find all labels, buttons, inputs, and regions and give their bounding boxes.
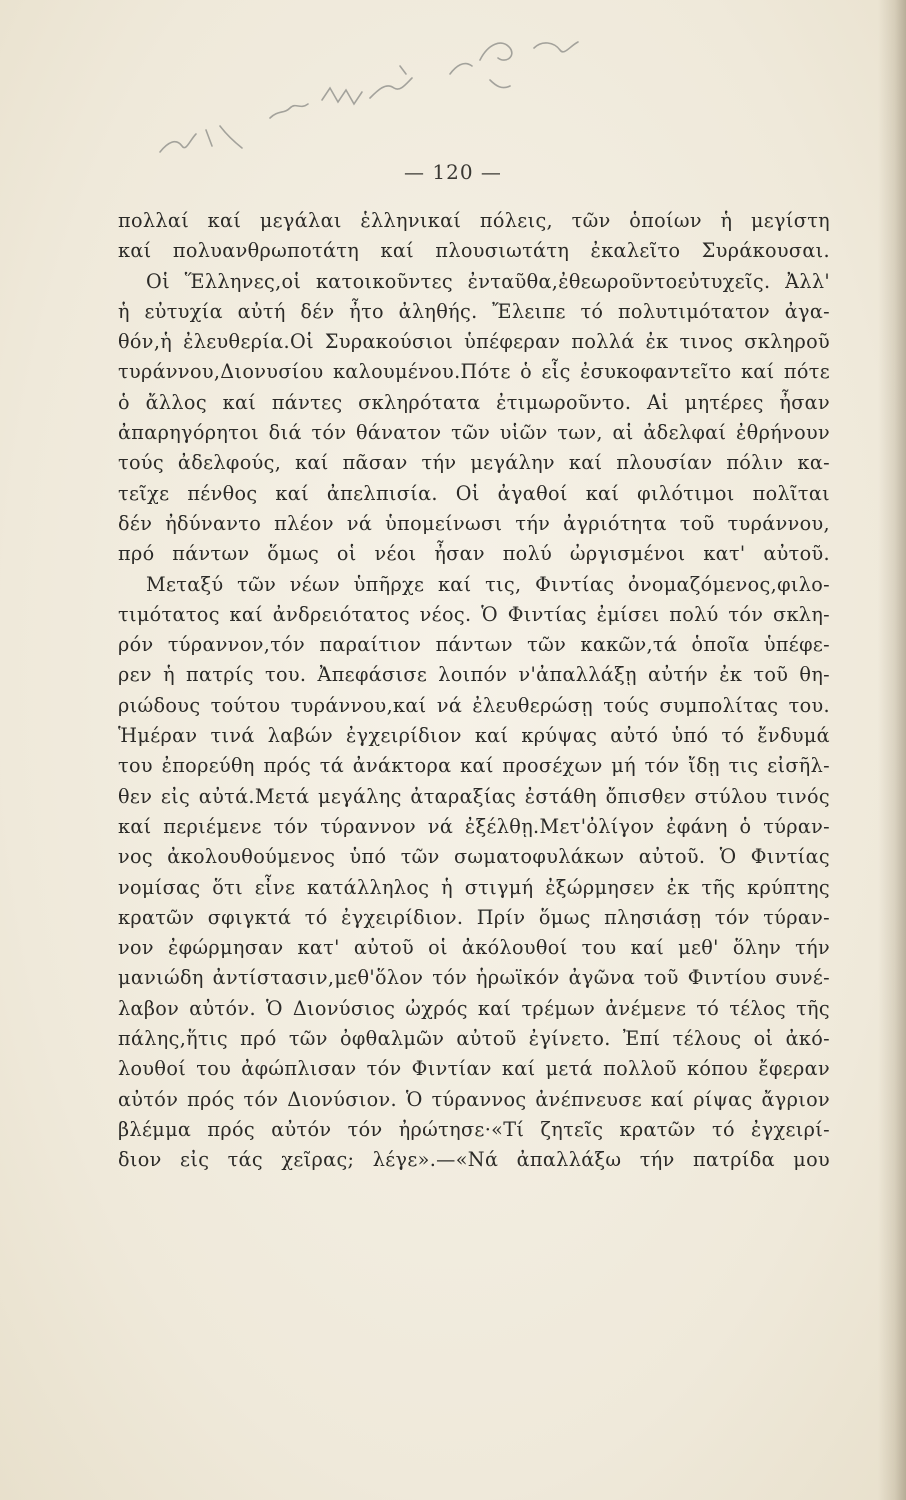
text-line: καί περιέμενε τόν τύραννον νά ἐξέλθῃ.Μετ'ὀλίγον ἐφάνη ὁ τύραν-	[118, 814, 830, 838]
body-text	[118, 206, 830, 1176]
text-line: βλέμμα πρός αὐτόν τόν ἠρώτησε·«Τί ζητεῖς κρατῶν τό ἐγχειρί-	[118, 1117, 830, 1141]
text-line: τεῖχε πένθος καί ἀπελπισία. Οἱ ἀγαθοί καί φιλότιμοι πολῖται	[118, 481, 830, 505]
text-line: πάλης,ἥτις πρό τῶν ὀφθαλμῶν αὐτοῦ ἐγίνετο. Ἐπί τέλους οἱ ἀκό-	[118, 1027, 830, 1051]
text-line: τυράννου,Διονυσίου καλουμένου.Πότε ὁ εἷς ἐσυκοφαντεῖτο καί πότε	[118, 360, 830, 384]
text-line: δέν ἠδύναντο πλέον νά ὑπομείνωσι τήν ἀγριότητα τοῦ τυράννου,	[118, 511, 830, 535]
text-line: ὁ ἄλλος καί πάντες σκληρότατα ἐτιμωροῦντο. Αἱ μητέρες ἦσαν	[118, 390, 830, 414]
page-edge-shadow	[878, 0, 906, 1500]
text-line: Ἡμέραν τινά λαβών ἐγχειρίδιον καί κρύψας αὐτό ὑπό τό ἔνδυμά	[118, 724, 830, 748]
text-line: του ἐπορεύθη πρός τά ἀνάκτορα καί προσέχων μή τόν ἴδῃ τις εἰσῆλ-	[118, 754, 830, 778]
text-line: Μεταξύ τῶν νέων ὑπῆρχε καί τις, Φιντίας ὀνομαζόμενος,φιλο-	[146, 572, 830, 596]
text-line: τιμότατος καί ἀνδρειότατος νέος. Ὁ Φιντίας ἐμίσει πολύ τόν σκλη-	[118, 602, 830, 626]
text-line: ἀπαρηγόρητοι διά τόν θάνατον τῶν υἱῶν των, αἱ ἀδελφαί ἐθρήνουν	[118, 421, 830, 445]
text-line: πρό πάντων ὅμως οἱ νέοι ἦσαν πολύ ὠργισμένοι κατ' αὐτοῦ.	[118, 542, 830, 566]
text-line: νομίσας ὅτι εἶνε κατάλληλος ἡ στιγμή ἐξώρμησεν ἐκ τῆς κρύπτης	[118, 875, 830, 899]
text-line: τούς ἀδελφούς, καί πᾶσαν τήν μεγάλην καί πλουσίαν πόλιν κα-	[118, 451, 830, 475]
text-line: Οἱ Ἕλληνες,οἱ κατοικοῦντες ἐνταῦθα,ἐθεωροῦντοεὐτυχεῖς. Ἀλλ'	[146, 269, 830, 293]
text-line: ρεν ἡ πατρίς του. Ἀπεφάσισε λοιπόν ν'ἀπαλλάξῃ αὐτήν ἐκ τοῦ θη-	[118, 663, 830, 687]
text-line: διον εἰς τάς χεῖρας; λέγε».—«Νά ἀπαλλάξω τήν πατρίδα μου	[118, 1148, 830, 1172]
text-line: λουθοί του ἀφώπλισαν τόν Φιντίαν καί μετά πολλοῦ κόπου ἔφεραν	[118, 1057, 830, 1081]
text-line: ρόν τύραννον,τόν παραίτιον πάντων τῶν κακῶν,τά ὁποῖα ὑπέφε-	[118, 633, 830, 657]
text-line: νος ἀκολουθούμενος ὑπό τῶν σωματοφυλάκων αὐτοῦ. Ὁ Φιντίας	[118, 845, 830, 869]
text-line: αὐτόν πρός τόν Διονύσιον. Ὁ τύραννος ἀνέπνευσε καί ρίψας ἄγριον	[118, 1087, 830, 1111]
text-line: νον ἐφώρμησαν κατ' αὐτοῦ οἱ ἀκόλουθοί του καί μεθ' ὅλην τήν	[118, 936, 830, 960]
text-line: ριώδους τούτου τυράννου,καί νά ἐλευθερώσῃ τούς συμπολίτας του.	[118, 693, 830, 717]
text-line: θόν,ἡ ἐλευθερία.Οἱ Συρακούσιοι ὑπέφεραν πολλά ἐκ τινος σκληροῦ	[118, 330, 830, 354]
text-line: ἡ εὐτυχία αὐτή δέν ἦτο ἀληθής. Ἔλειπε τό πολυτιμότατον ἀγα-	[118, 299, 830, 323]
text-line: καί πολυανθρωποτάτη καί πλουσιωτάτη ἐκαλεῖτο Συράκουσαι.	[118, 239, 830, 263]
text-line: κρατῶν σφιγκτά τό ἐγχειρίδιον. Πρίν ὅμως πλησιάσῃ τόν τύραν-	[118, 905, 830, 929]
pencil-scribble	[150, 30, 600, 160]
text-line: λαβον αὐτόν. Ὁ Διονύσιος ὠχρός καί τρέμων ἀνέμενε τό τέλος τῆς	[118, 996, 830, 1020]
page-number: — 120 —	[404, 160, 502, 184]
text-line: πολλαί καί μεγάλαι ἑλληνικαί πόλεις, τῶν ὁποίων ἡ μεγίστη	[118, 209, 830, 232]
text-line: μανιώδη ἀντίστασιν,μεθ'ὅλον τόν ἡρωϊκόν ἀγῶνα τοῦ Φιντίου συνέ-	[118, 966, 830, 990]
text-line: θεν εἰς αὐτά.Μετά μεγάλης ἀταραξίας ἐστάθη ὄπισθεν στύλου τινός	[118, 784, 830, 808]
